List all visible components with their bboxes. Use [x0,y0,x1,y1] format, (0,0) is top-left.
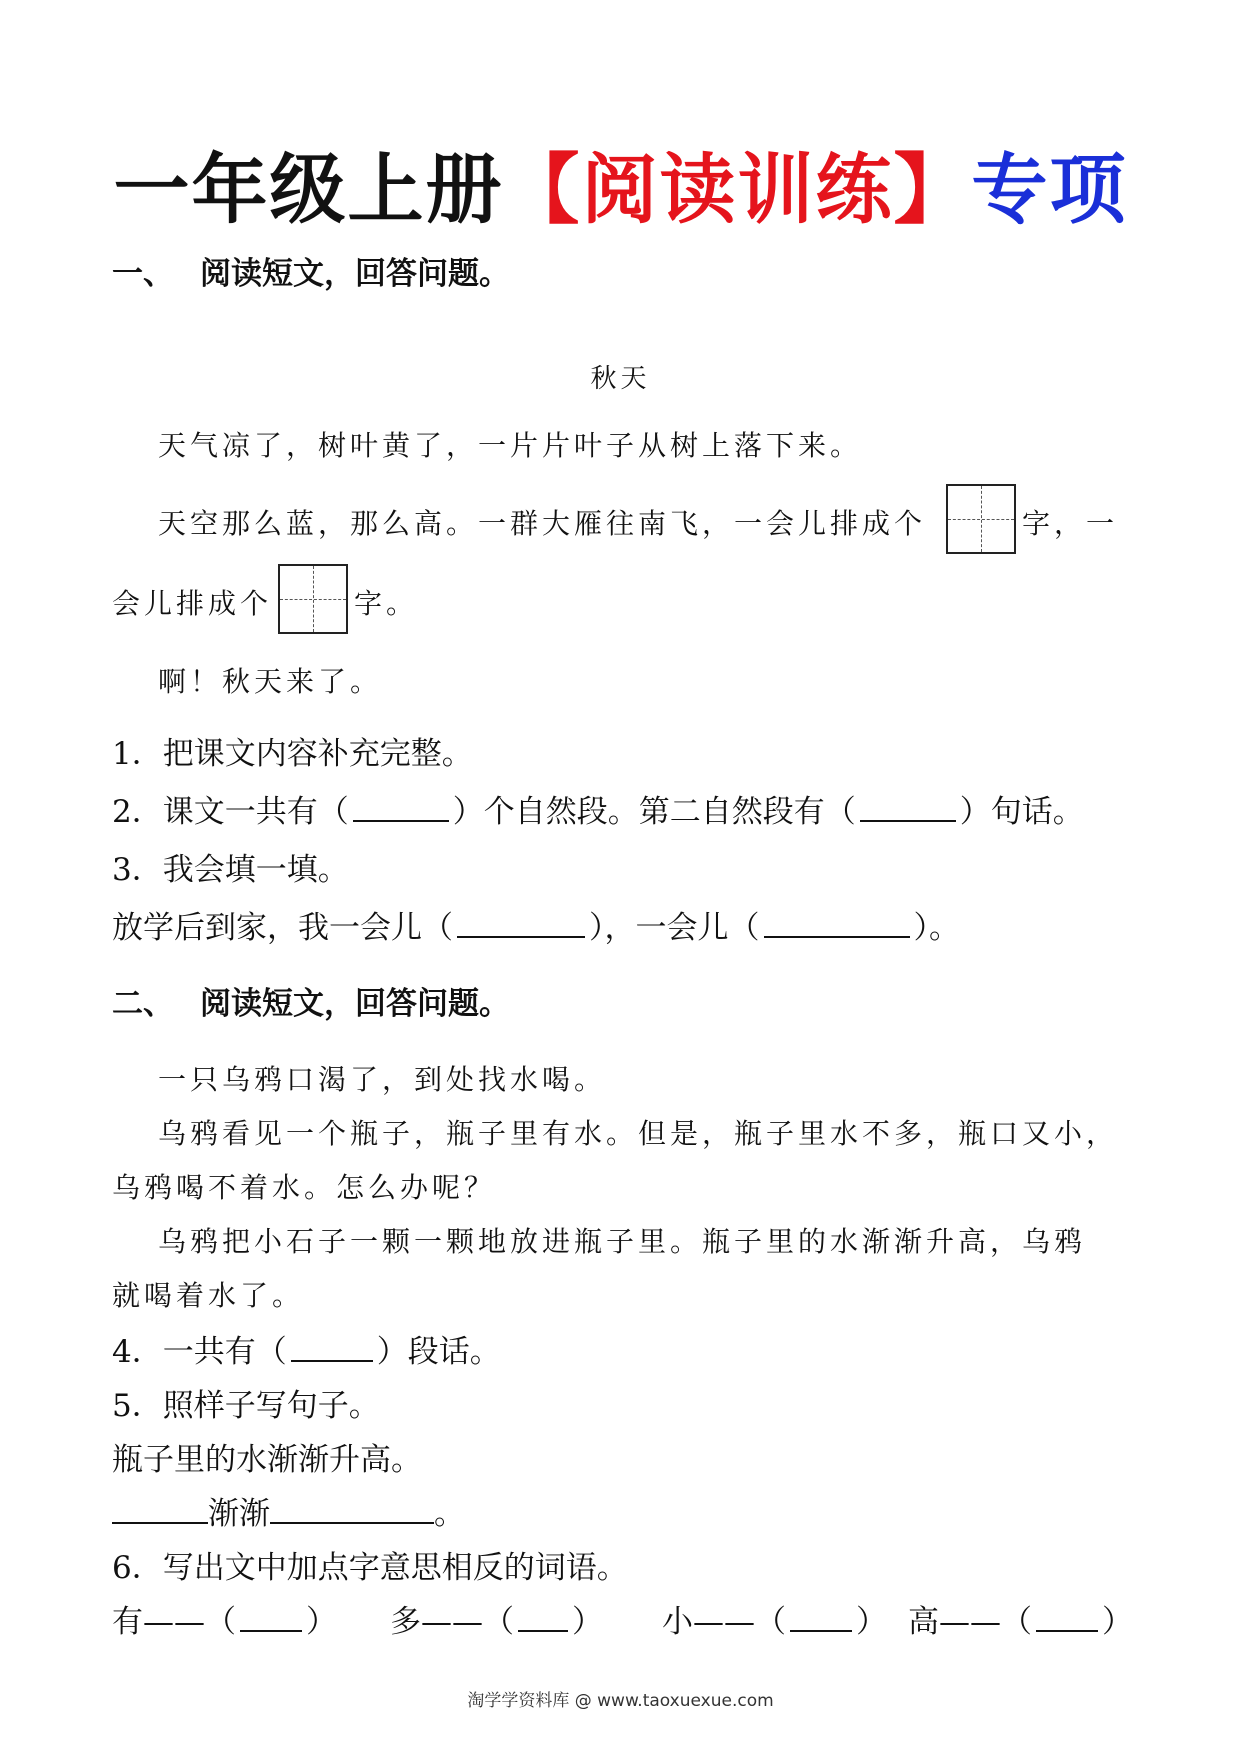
opposite-pair-3 [662,1596,887,1641]
question-2-part-b: ）个自然段。第二自然段有（ [452,794,856,830]
answer-blank-opposite-3[interactable] [790,1600,852,1632]
answer-blank-opposite-1[interactable] [240,1600,302,1632]
passage-2-paragraph-2-line-2: 乌鸦喝不着水。怎么办呢？ [112,1171,497,1204]
passage-2-paragraph-3-line-1: 乌鸦把小石子一颗一颗地放进瓶子里。瓶子里的水渐渐升高，乌鸦 [158,1225,1087,1258]
passage-1-title: 秋天 [590,364,651,394]
section-2-heading [112,978,510,1023]
tian-grid-box-1[interactable] [946,484,1016,554]
tian-grid-box-2[interactable] [278,564,348,634]
question-5-fill-line [112,1488,465,1533]
opposite-pair-3-word: 小——（ [662,1604,786,1640]
opposite-pair-2-word: 多——（ [390,1604,514,1640]
question-5-example: 瓶子里的水渐渐升高。 [112,1442,422,1478]
answer-blank-opposite-2[interactable] [518,1600,568,1632]
question-6: 6．写出文中加点字意思相反的词语。 [112,1550,628,1586]
answer-blank-paragraph-total[interactable] [291,1330,373,1362]
section-1-title: 阅读短文，回答问题。 [200,256,510,292]
page-title [0,140,1241,240]
passage-2-paragraph-3-line-2: 就喝着水了。 [112,1279,305,1312]
question-5: 5．照样子写句子。 [112,1388,380,1424]
question-4 [112,1326,501,1371]
passage-1-paragraph-3: 啊！秋天来了。 [158,665,383,698]
passage-2-paragraph-2-line-1: 乌鸦看见一个瓶子，瓶子里有水。但是，瓶子里水不多，瓶口又小， [158,1117,1119,1150]
question-2 [112,786,1084,831]
title-part-special: 专项 [971,145,1128,234]
passage-1-paragraph-2-line-2: 会儿排成个 [112,587,273,620]
footer-watermark: 淘学学资料库 @ www.taoxuexue.com [467,1691,774,1711]
answer-blank-action-1[interactable] [457,906,585,938]
section-1-heading [112,248,510,293]
answer-blank-sentence-count[interactable] [860,790,956,822]
opposite-pair-4 [908,1596,1133,1641]
answer-blank-subject[interactable] [112,1492,208,1524]
question-3: 3．我会填一填。 [112,852,349,888]
opposite-pair-2-close: ） [572,1604,603,1640]
passage-1-paragraph-2-end: 字。 [354,587,419,620]
question-5-middle-word: 渐渐 [208,1496,270,1532]
answer-blank-action-2[interactable] [764,906,910,938]
question-4-part-b: ）段话。 [376,1334,501,1370]
question-3-part-a: 放学后到家，我一会儿（ [112,910,453,946]
section-2-title: 阅读短文，回答问题。 [200,986,510,1022]
question-3-part-b: ），一会儿（ [589,910,760,946]
answer-blank-paragraph-count[interactable] [353,790,449,822]
opposite-pair-1 [112,1596,337,1641]
question-2-part-c: ）句话。 [959,794,1084,830]
opposite-pair-4-word: 高——（ [908,1604,1032,1640]
section-1-number: 一、 [112,256,174,292]
question-3-part-c: ）。 [913,910,960,946]
opposite-pair-1-word: 有——（ [112,1604,236,1640]
answer-blank-predicate[interactable] [270,1492,434,1524]
section-2-number: 二、 [112,986,174,1022]
title-part-topic: 【阅读训练】 [503,145,972,234]
question-3-fill-line [112,902,960,947]
opposite-pair-1-close: ） [306,1604,337,1640]
opposite-pair-3-close: ） [856,1604,887,1640]
passage-1-paragraph-2-tail: 字，一 [1022,507,1119,540]
question-2-part-a: 2．课文一共有（ [112,794,349,830]
opposite-pair-2 [390,1596,603,1641]
passage-2-paragraph-1: 一只乌鸦口渴了，到处找水喝。 [158,1063,607,1096]
title-part-grade: 一年级上册 [113,145,504,234]
question-4-part-a: 4．一共有（ [112,1334,287,1370]
question-1: 1．把课文内容补充完整。 [112,736,473,772]
passage-1-paragraph-2-line-1: 天空那么蓝，那么高。一群大雁往南飞，一会儿排成个 [158,507,927,540]
question-5-end: 。 [434,1496,465,1532]
passage-1-paragraph-1: 天气凉了，树叶黄了，一片片叶子从树上落下来。 [158,429,863,462]
answer-blank-opposite-4[interactable] [1036,1600,1098,1632]
opposite-pair-4-close: ） [1102,1604,1133,1640]
